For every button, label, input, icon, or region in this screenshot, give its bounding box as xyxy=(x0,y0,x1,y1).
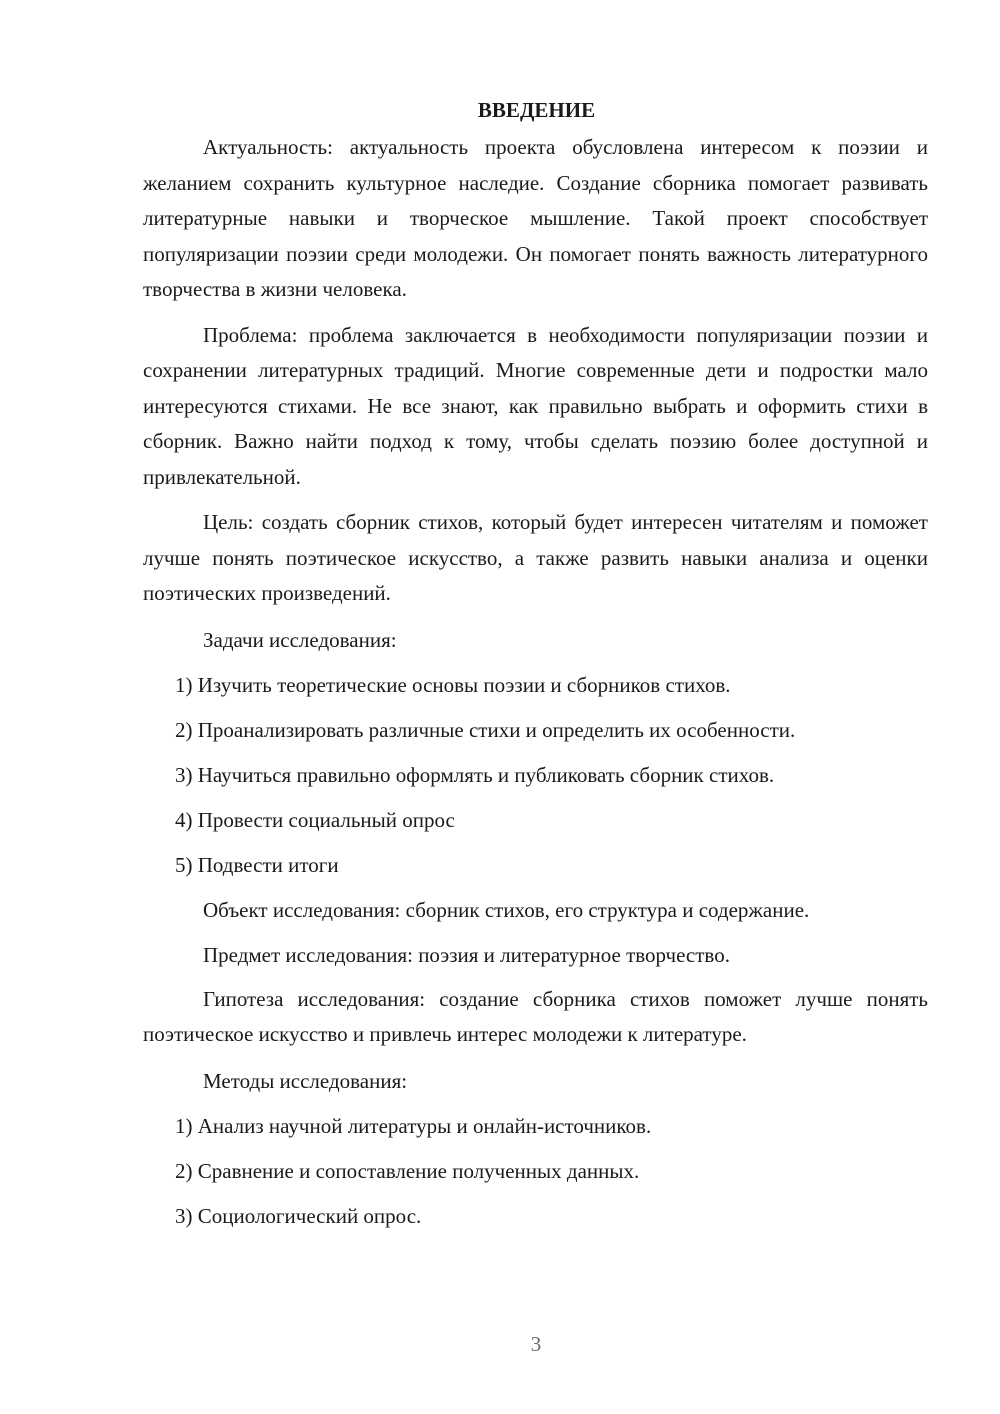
task-item-5: 5) Подвести итоги xyxy=(175,852,339,877)
methods-heading: Методы исследования: xyxy=(203,1068,408,1093)
method-item-2: 2) Сравнение и сопоставление полученных данных. xyxy=(175,1158,640,1183)
relevance-paragraph: Актуальность: актуальность проекта обусловлена интересом к поэзии и желанием сохранить культурное наследие. Создание сборника помогает развивать литературные навыки и творческое мышление. Такой проект способствует популяризации поэзии среди молодежи. Он помогает понять важность литературного творчества в жизни человека. xyxy=(143,135,928,301)
page-number: 3 xyxy=(530,1332,542,1356)
page-content xyxy=(143,92,928,1243)
task-item-2: 2) Проанализировать различные стихи и определить их особенности. xyxy=(175,717,796,742)
research-object: Объект исследования: сборник стихов, его структура и содержание. xyxy=(203,897,810,922)
method-item-3: 3) Социологический опрос. xyxy=(175,1203,422,1228)
task-item-1: 1) Изучить теоретические основы поэзии и сборников стихов. xyxy=(175,672,731,697)
task-item-3: 3) Научиться правильно оформлять и публиковать сборник стихов. xyxy=(175,762,775,787)
method-item-1: 1) Анализ научной литературы и онлайн-источников. xyxy=(175,1113,652,1138)
section-title: ВВЕДЕНИЕ xyxy=(477,98,596,122)
tasks-heading: Задачи исследования: xyxy=(203,627,397,652)
goal-paragraph: Цель: создать сборник стихов, который будет интересен читателям и поможет лучше понять поэтическое искусство, а также развить навыки анализа и оценки поэтических произведений. xyxy=(143,510,928,605)
research-subject: Предмет исследования: поэзия и литературное творчество. xyxy=(203,942,730,967)
hypothesis-paragraph: Гипотеза исследования: создание сборника стихов поможет лучше понять поэтическое искусство и привлечь интерес молодежи к литературе. xyxy=(143,986,928,1046)
task-item-4: 4) Провести социальный опрос xyxy=(175,807,455,832)
problem-paragraph: Проблема: проблема заключается в необходимости популяризации поэзии и сохранении литературных традиций. Многие современные дети и подростки мало интересуются стихами. Не все знают, как правильно выбрать и оформить стихи в сборник. Важно найти подход к тому, чтобы сделать поэзию более доступной и привлекательной. xyxy=(143,322,928,489)
